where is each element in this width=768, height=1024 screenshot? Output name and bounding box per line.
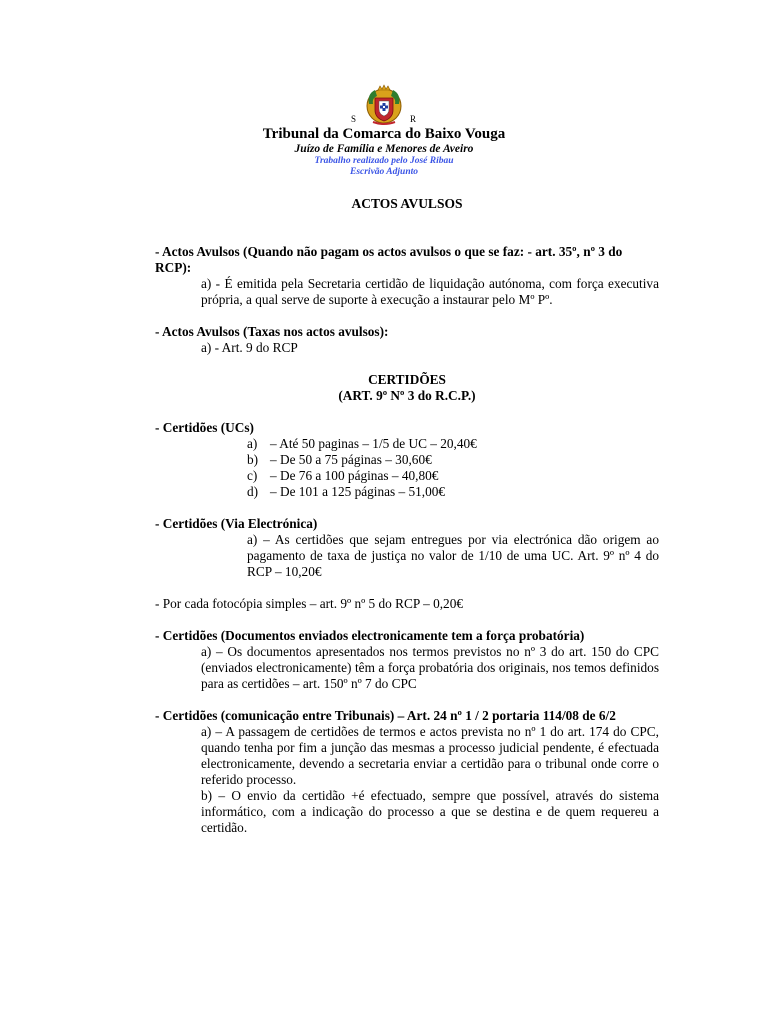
author-role: Escrivão Adjunto (349, 167, 418, 177)
crest-row (0, 84, 768, 128)
section-heading-comunicacao: - Certidões (comunicação entre Tribunais) – Art. 24 nº 1 / 2 portaria 114/08 de 6/2 (155, 708, 616, 723)
author-credit: Trabalho realizado pelo José Ribau (314, 156, 454, 166)
court-division: Juízo de Família e Menores de Aveiro (294, 143, 474, 155)
section-text-documentos: a) – Os documentos apresentados nos termos previstos no nº 3 do art. 150 do CPC (enviados electronicamente) têm a força probatória dos originais, nos temos definidos para as certidões – art. 150º nº 7 do CPC (201, 644, 659, 691)
section-text-comunicacao-a: a) – A passagem de certidões de termos e actos prevista no nº 1 do art. 174 do CPC, quando tenha por fim a junção das mesmas a processo judicial pendente, é efectuada electronicamente, devendo a secretaria enviar a certidão para o tribunal onde corre o referido processo. (201, 724, 659, 787)
ucs-list (155, 436, 659, 500)
list-item (247, 436, 659, 452)
coat-of-arms-icon (363, 84, 405, 126)
section-heading-via-electronica: - Certidões (Via Electrónica) (155, 516, 318, 531)
list-item-text: – De 50 a 75 páginas – 30,60€ (270, 452, 432, 467)
section-text-taxas: a) - Art. 9 do RCP (201, 340, 298, 355)
list-item (247, 484, 659, 500)
section-text-actos-nao-pagos: a) - É emitida pela Secretaria certidão de liquidação autónoma, com força executiva própria, a qual serve de suporte à execução a instaurar pelo Mº Pº. (201, 276, 659, 307)
fotocopia-line: - Por cada fotocópia simples – art. 9º nº 5 do RCP – 0,20€ (155, 596, 464, 611)
list-item-label: a) (247, 436, 258, 451)
section-text-via-electronica: a) – As certidões que sejam entregues por via electrónica dão origem ao pagamento de taxa de justiça no valor de 1/10 de uma UC. Art. 9º nº 4 do RCP – 10,20€ (247, 532, 659, 579)
section-text-comunicacao-b: b) – O envio da certidão +é efectuado, sempre que possível, através do sistema informático, com a indicação do processo a que se destina e de quem requereu a certidão. (201, 788, 659, 835)
certidoes-subtitle: (ART. 9º Nº 3 do R.C.P.) (338, 388, 476, 403)
list-item (247, 452, 659, 468)
list-item-text: – Até 50 paginas – 1/5 de UC – 20,40€ (270, 436, 477, 451)
section-heading-documentos: - Certidões (Documentos enviados electronicamente tem a força probatória) (155, 628, 585, 643)
court-name: Tribunal da Comarca do Baixo Vouga (262, 126, 506, 142)
list-item (247, 468, 659, 484)
sr-left-letter: S (351, 114, 357, 124)
page-title: ACTOS AVULSOS (351, 196, 463, 211)
list-item-label: d) (247, 484, 259, 499)
section-heading-actos-nao-pagos: - Actos Avulsos (Quando não pagam os actos avulsos o que se faz: - art. 35º, nº 3 do RCP): (155, 244, 623, 275)
sr-right-letter: R (410, 114, 417, 124)
document-body (155, 196, 659, 836)
certidoes-title: CERTIDÕES (368, 372, 446, 387)
list-item-text: – De 101 a 125 páginas – 51,00€ (270, 484, 446, 499)
list-item-text: – De 76 a 100 páginas – 40,80€ (270, 468, 439, 483)
list-item-label: b) (247, 452, 259, 467)
section-heading-taxas: - Actos Avulsos (Taxas nos actos avulsos): (155, 324, 389, 339)
section-heading-ucs: - Certidões (UCs) (155, 420, 254, 435)
document-header (0, 84, 768, 178)
certidoes-block (155, 372, 659, 404)
list-item-label: c) (247, 468, 258, 483)
